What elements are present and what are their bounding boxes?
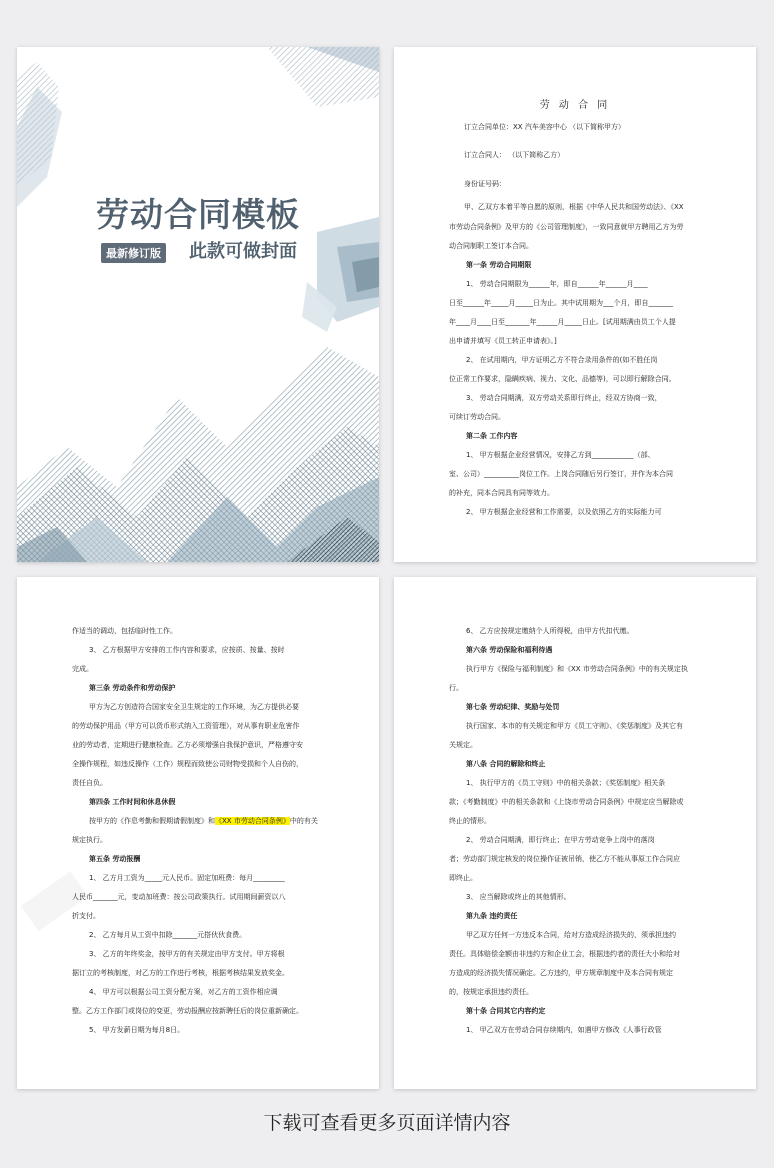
text-line: 2、 劳动合同期满，即行终止；在甲方劳动竞争上岗中的落岗 bbox=[466, 836, 655, 844]
text-line: 责任自负。 bbox=[72, 779, 107, 787]
footer-caption: 下载可查看更多页面详情内容 bbox=[263, 1112, 511, 1134]
text-line: 动合同制职工签订本合同。 bbox=[449, 242, 533, 250]
cover-page bbox=[17, 47, 379, 562]
text-line: 整。乙方工作部门或岗位的变更，劳动报酬应按新聘任后的岗位重新确定。 bbox=[72, 1007, 303, 1015]
contract-page-2 bbox=[17, 577, 379, 1089]
text-line: 者；劳动部门规定核发的岗位操作证被吊销，使乙方不能从事原工作合同应 bbox=[449, 855, 680, 863]
text-line: 人民币_______元，变动加班费：按公司政策执行。试用期间薪资以八 bbox=[72, 893, 286, 901]
text-line: 2、 在试用期内，甲方证明乙方不符合录用条件的(如不胜任岗 bbox=[466, 356, 658, 364]
text-fragment: 按甲方的《作息考勤和假期请假制度》和 bbox=[89, 817, 215, 825]
section-heading: 第九条 违约责任 bbox=[466, 912, 518, 920]
cover-geometric-art bbox=[17, 47, 379, 562]
text-line: 折支付。 bbox=[72, 912, 100, 920]
cover-edition-badge: 最新修订版 bbox=[101, 243, 166, 263]
text-line: 甲、乙双方本着平等自愿的原则，根据《中华人民共和国劳动法》、《XX bbox=[464, 203, 684, 211]
text-line: 1、 甲方根据企业经营情况，安排乙方到____________（部、 bbox=[466, 451, 655, 459]
text-line: 终止的情形。 bbox=[449, 817, 491, 825]
section-heading: 第一条 劳动合同期限 bbox=[466, 261, 532, 269]
cover-subtitle: 此款可做封面 bbox=[189, 241, 297, 262]
text-line: 订立合同单位：XX 汽车美容中心 （以下简称甲方） bbox=[464, 123, 626, 131]
text-line: 5、 甲方发薪日期为每月8日。 bbox=[89, 1026, 185, 1034]
text-line: 款；《考勤制度》中的相关条款和《上饶市劳动合同条例》中规定应当解除或 bbox=[449, 798, 684, 806]
text-line: 室、公司）__________岗位工作。上岗合同随后另行签订，并作为本合同 bbox=[449, 470, 673, 478]
text-line: 执行甲方《保险与福利制度》和《XX 市劳动合同条例》中的有关规定执 bbox=[466, 665, 688, 673]
cover-title: 劳动合同模板 bbox=[96, 195, 300, 234]
text-line: 1、 乙方月工资为_____元人民币。固定加班费：每月_________ bbox=[89, 874, 285, 882]
text-line: 身份证号码： bbox=[464, 180, 506, 188]
text-line: 的，按规定承担违约责任。 bbox=[449, 988, 533, 996]
text-line: 的劳动保护用品（甲方可以货币形式纳入工资管理），对从事有职业危害作 bbox=[72, 722, 300, 730]
text-fragment: 中的有关 bbox=[289, 817, 318, 825]
text-line: 订立合同人： （以下简称乙方） bbox=[464, 151, 565, 159]
text-line: 4、 甲方可以根据公司工资分配方案，对乙方的工资作相应调 bbox=[89, 988, 278, 996]
text-line: 3、 乙方的年终奖金，按甲方的有关规定由甲方支付。甲方将根 bbox=[89, 950, 285, 958]
watermark-graphic bbox=[22, 873, 88, 932]
text-line: 出申请并填写《员工转正申请表》。] bbox=[449, 337, 557, 345]
text-line: 1、 执行甲方的《员工守则》中的相关条款；《奖惩制度》相关条 bbox=[466, 779, 666, 787]
section-heading: 第七条 劳动纪律、奖励与处罚 bbox=[466, 703, 560, 711]
text-line: 业的劳动者，定期进行健康检查。乙方必须增强自我保护意识，严格遵守安 bbox=[72, 741, 303, 749]
section-heading: 第二条 工作内容 bbox=[466, 432, 518, 440]
highlighted-text: 《XX 市劳动合同条例》 bbox=[215, 817, 290, 825]
text-line: 作适当的调动，包括临时性工作。 bbox=[72, 627, 177, 635]
text-line bbox=[89, 816, 318, 826]
text-line: 1、 甲乙双方在劳动合同存续期内，如遇甲方修改《人事行政管 bbox=[466, 1026, 662, 1034]
text-line: 可续订劳动合同。 bbox=[449, 413, 505, 421]
text-line: 行。 bbox=[449, 684, 463, 692]
text-line: 完成。 bbox=[72, 665, 93, 673]
text-line: 3、 劳动合同期满，双方劳动关系即行终止，经双方协商一致， bbox=[466, 394, 662, 402]
text-line: 的补充，同本合同具有同等效力。 bbox=[449, 489, 554, 497]
section-heading: 第五条 劳动报酬 bbox=[89, 855, 141, 863]
section-heading: 第四条 工作时间和休息休假 bbox=[89, 798, 176, 806]
section-heading: 第三条 劳动条件和劳动保护 bbox=[89, 684, 176, 692]
text-line: 6、 乙方应按规定缴纳个人所得税，由甲方代扣代缴。 bbox=[466, 627, 634, 635]
text-line: 关规定。 bbox=[449, 741, 477, 749]
text-line: 2、 甲方根据企业经营和工作需要，以及依照乙方的实际能力可 bbox=[466, 508, 662, 516]
text-line: 2、 乙方每月从工资中扣除_______元搭伙伙食费。 bbox=[89, 931, 247, 939]
text-line: 方造成的经济损失情况确定。乙方违约，甲方规章制度中及本合同有规定 bbox=[449, 969, 673, 977]
text-line: 规定执行。 bbox=[72, 836, 107, 844]
text-line: 3、 乙方根据甲方安排的工作内容和要求，应按质、按量、按时 bbox=[89, 646, 285, 654]
text-line: 3、 应当解除或终止的其他情形。 bbox=[466, 893, 571, 901]
text-line: 即终止。 bbox=[449, 874, 477, 882]
text-line: 全操作规程，如违反操作（工作）规程而致使公司财物受损和个人自伤的， bbox=[72, 760, 303, 768]
section-heading: 第六条 劳动保险和福利待遇 bbox=[466, 646, 553, 654]
text-line: 据订立的考核制度，对乙方的工作进行考核，根据考核结果发放奖金。 bbox=[72, 969, 289, 977]
contract-page-1 bbox=[394, 47, 756, 562]
section-heading: 第十条 合同其它内容约定 bbox=[466, 1007, 546, 1015]
text-line: 年____月____日至_______年______月_____日止。[试用期满由员工个人提 bbox=[449, 318, 676, 326]
section-heading: 第八条 合同的解除和终止 bbox=[466, 760, 546, 768]
text-line: 1、 劳动合同期限为______年，即自______年______月____ bbox=[466, 280, 648, 288]
text-line: 日至______年_____月_____日为止。其中试用期为___个月，即自_______ bbox=[449, 299, 673, 307]
text-line: 市劳动合同条例》及甲方的《公司管理制度》，一致同意就甲方聘用乙方为劳 bbox=[449, 223, 684, 231]
text-line: 执行国家、本市的有关规定和甲方《员工守则》、《奖惩制度》及其它有 bbox=[466, 722, 683, 730]
text-line: 甲乙双方任何一方违反本合同，给对方造成经济损失的，须承担违约 bbox=[466, 931, 676, 939]
contract-page-3 bbox=[394, 577, 756, 1089]
document-title: 劳 动 合 同 bbox=[539, 100, 611, 111]
text-line: 甲方为乙方创造符合国家安全卫生规定的工作环境，为乙方提供必要 bbox=[89, 703, 299, 711]
text-line: 责任。具体赔偿金额由非违约方和企业工会，根据违约者的责任大小和给对 bbox=[449, 950, 680, 958]
text-line: 位正常工作要求，隐瞒疾病、视力、文化、品德等)，可以即行解除合同。 bbox=[449, 375, 676, 383]
